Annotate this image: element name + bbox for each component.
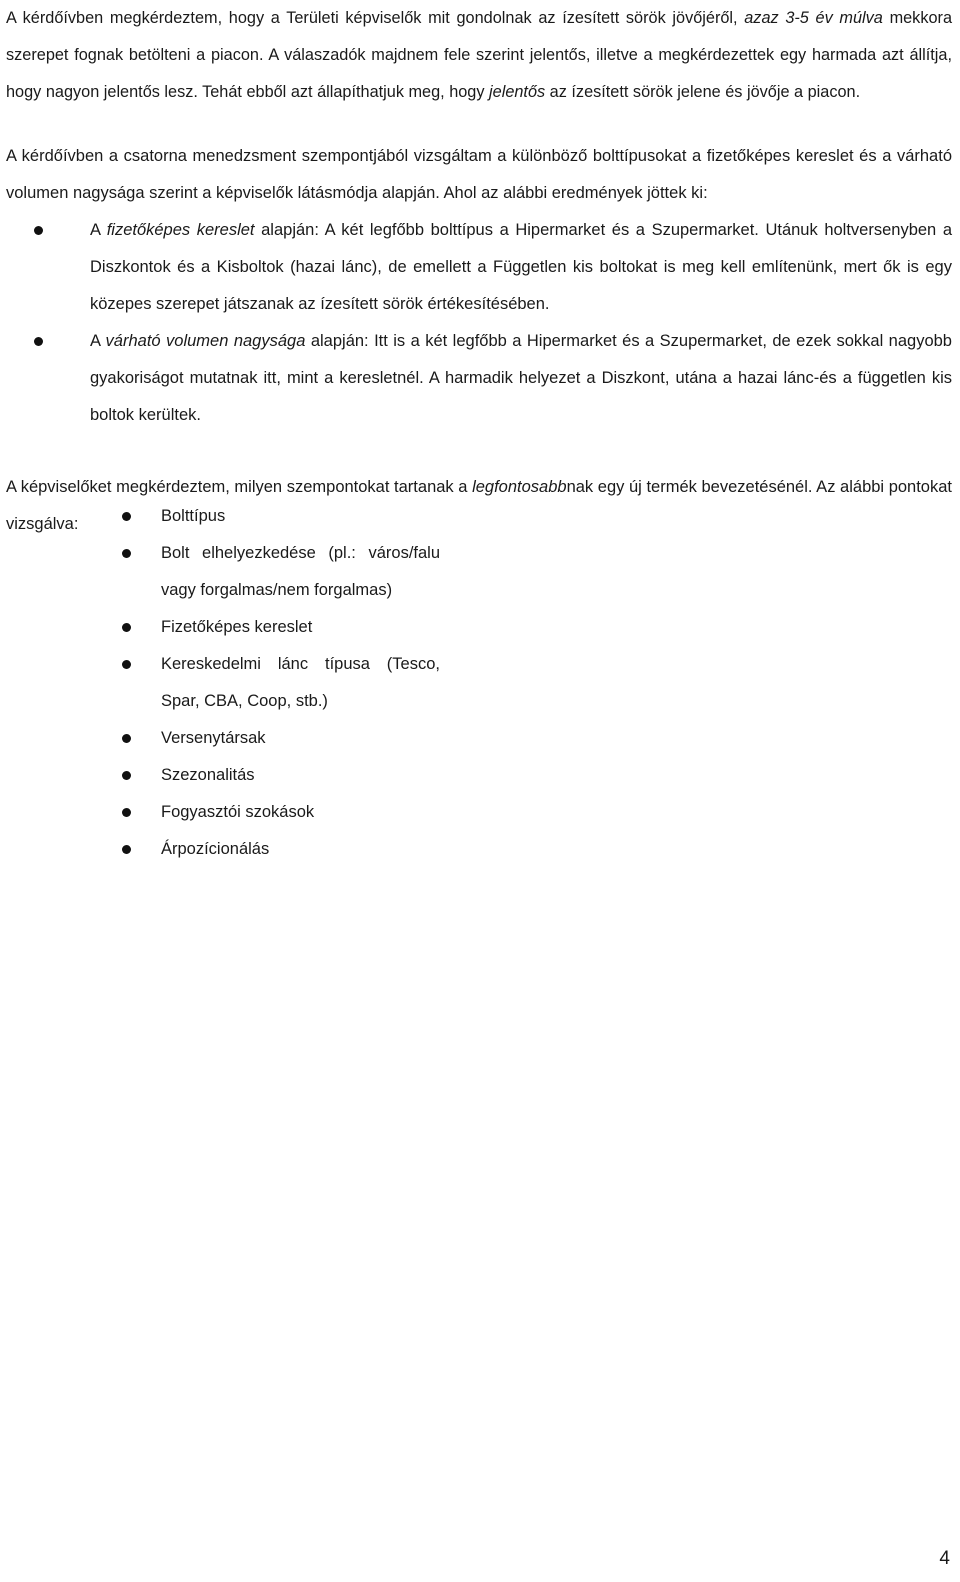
bullet-icon	[122, 623, 131, 632]
list-item	[0, 498, 440, 535]
list-item	[0, 535, 440, 609]
list-item	[0, 609, 440, 646]
bullet-icon	[122, 549, 131, 558]
criteria-label: Fogyasztói szokások	[161, 803, 315, 821]
bullet-icon	[122, 845, 131, 854]
bullet-icon	[122, 734, 131, 743]
list-item	[0, 646, 440, 720]
p3-text-post: nak egy új termék bevezetésénél. Az alábbi pontokat vizsgálva:	[6, 478, 952, 533]
list-item	[0, 323, 952, 434]
page-number: 4	[939, 1548, 950, 1569]
p1-italic-2: jelentős	[489, 83, 546, 101]
criteria-label: Bolt elhelyezkedése (pl.: város/falu vagy forgalmas/nem forgalmas)	[161, 544, 440, 599]
bullet-text-pre: A	[90, 332, 106, 350]
criteria-label: Versenytársak	[161, 729, 266, 747]
bullet-icon	[122, 660, 131, 669]
bullet-icon	[122, 808, 131, 817]
list-item	[0, 720, 440, 757]
p1-italic-1: azaz 3-5 év múlva	[744, 9, 883, 27]
criteria-label: Szezonalitás	[161, 766, 255, 784]
results-bullet-list	[0, 212, 952, 434]
p1-text-1: A kérdőívben megkérdeztem, hogy a Területi képviselők mit gondolnak az ízesített sörök jövőjéről,	[6, 9, 745, 27]
bullet-text-italic: fizetőképes kereslet	[106, 221, 255, 239]
p1-text-3: az ízesített sörök jelene és jövője a piacon.	[545, 83, 861, 101]
bullet-icon	[34, 226, 43, 235]
bullet-icon	[122, 771, 131, 780]
list-item	[0, 757, 440, 794]
bullet-icon	[34, 337, 43, 346]
criteria-label: Árpozícionálás	[161, 840, 270, 858]
criteria-label: Fizetőképes kereslet	[161, 618, 313, 636]
criteria-label: Bolttípus	[161, 507, 226, 525]
list-item	[0, 831, 440, 868]
bullet-text-pre: A	[90, 221, 107, 239]
bullet-text-italic: várható volumen nagysága	[105, 332, 306, 350]
bullet-text-post: alapján: A két legfőbb bolttípus a Hipermarket és a Szupermarket. Utánuk holtversenyben a Diszkontok és a Kisboltok (hazai lánc), de emellett a Független kis boltokat is meg kell említenünk, mert ők is egy közepes szerepet játszanak az ízesített sörök értékesítésében.	[90, 221, 952, 313]
list-item	[0, 794, 440, 831]
criteria-bullet-list	[0, 498, 440, 868]
list-item	[0, 212, 952, 323]
paragraph-channel-management: A kérdőívben a csatorna menedzsment szempontjából vizsgáltam a különböző bolttípusokat a fizetőképes kereslet és a várható volumen nagysága szerint a képviselők látásmódja alapján. Ahol az alábbi eredmények jöttek ki:	[6, 147, 952, 202]
bullet-text-post: alapján: Itt is a két legfőbb a Hipermarket és a Szupermarket, de ezek sokkal nagyobb gyakoriságot mutatnak itt, mint a keresletnél. A harmadik helyezet a Diszkont, utána a hazai lánc-és a független kis boltok kerültek.	[90, 332, 952, 424]
bullet-icon	[122, 512, 131, 521]
criteria-label: Kereskedelmi lánc típusa (Tesco, Spar, CBA, Coop, stb.)	[161, 655, 440, 710]
p1-text-2: mekkora szerepet fognak betölteni a piacon. A válaszadók majdnem fele szerint jelentős, illetve a megkérdezettek egy harmada azt állítja, hogy nagyon jelentős lesz. Tehát ebből azt állapíthatjuk meg, hogy	[6, 9, 952, 101]
p3-italic: legfontosabb	[472, 478, 567, 496]
p3-text-pre: A képviselőket megkérdeztem, milyen szempontokat tartanak a	[6, 478, 473, 496]
paragraph-future-of-flavored-beers	[6, 0, 952, 111]
